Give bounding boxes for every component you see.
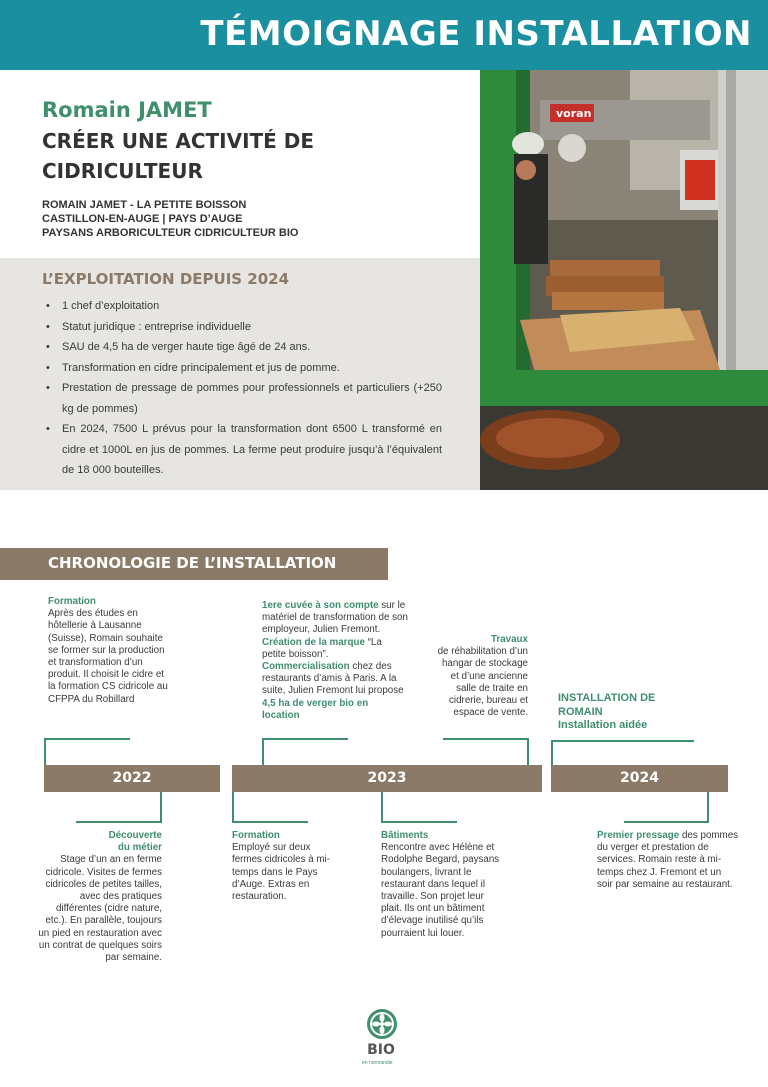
timeline-installation-2024 bbox=[558, 692, 718, 733]
timeline-heading: 1ere cuvée à son compte bbox=[262, 600, 379, 611]
connector-line bbox=[551, 740, 694, 742]
year-bar-2023: 2023 bbox=[232, 765, 542, 792]
intro-block bbox=[42, 98, 462, 240]
timeline-text: sur le matériel de transformation de son employeur, Julien Fremont. bbox=[262, 600, 408, 636]
headline bbox=[42, 126, 462, 186]
header-banner bbox=[0, 0, 768, 70]
exploitation-title: L’EXPLOITATION DEPUIS 2024 bbox=[42, 270, 290, 288]
connector-line bbox=[443, 738, 529, 740]
timeline-formation-2023 bbox=[232, 830, 334, 903]
timeline-heading: ROMAIN bbox=[558, 705, 603, 718]
timeline-heading: Premier pressage bbox=[597, 830, 680, 841]
timeline-heading: du métier bbox=[117, 842, 162, 854]
connector-line bbox=[232, 821, 308, 823]
connector-line bbox=[262, 738, 264, 765]
chronologie-header bbox=[0, 548, 388, 580]
list-item: • Prestation de pressage de pommes pour professionnels et particuliers (+250 kg de pommes) bbox=[46, 378, 442, 419]
year-bar-2024: 2024 bbox=[551, 765, 728, 792]
connector-line bbox=[232, 792, 234, 822]
list-item: • Statut juridique : entreprise individuelle bbox=[46, 317, 442, 338]
timeline-text: Rencontre avec Hélène et Rodolphe Begard, paysans boulangers, livrant le restaurant dans lequel il travaille. Son projet leur plait. Ils ont un bâtiment d’élevage inutilisé qu’ils pourraient lui louer. bbox=[381, 842, 500, 939]
connector-line bbox=[624, 821, 709, 823]
connector-line bbox=[262, 738, 348, 740]
timeline-text: Après des études en hôtellerie à Lausanne (Suisse), Romain souhaite se former sur la production et transformation d’un produit. Il choisit le cidre et la formation CS cidricole au CFPPA du Robillard bbox=[48, 608, 168, 705]
page-title: TÉMOIGNAGE INSTALLATION bbox=[200, 14, 752, 54]
exploitation-list bbox=[46, 296, 442, 481]
timeline-heading: Formation bbox=[48, 596, 96, 607]
timeline-batiments-2023 bbox=[381, 830, 503, 940]
timeline-heading: Travaux bbox=[490, 634, 528, 645]
flower-icon bbox=[352, 1004, 416, 1044]
timeline-heading: 4,5 ha de verger bio en location bbox=[262, 697, 369, 721]
timeline-pressage-2024 bbox=[597, 830, 739, 891]
list-item: • SAU de 4,5 ha de verger haute tige âgé de 24 ans. bbox=[46, 337, 442, 358]
timeline-decouverte-2022 bbox=[38, 830, 162, 964]
headline-line-2: CIDRICULTEUR bbox=[42, 159, 203, 183]
timeline-cuvee-2023 bbox=[262, 600, 408, 722]
timeline-text: des pommes du verger et prestation de services. Romain reste à mi-temps chez J. Fremont et un soir par semaine au restaurant. bbox=[597, 830, 739, 890]
connector-line bbox=[76, 821, 162, 823]
timeline-text: chez des restaurants d’amis à Paris. A la suite, Julien Fremont lui propose bbox=[262, 661, 404, 697]
connector-line bbox=[551, 740, 553, 765]
connector-line bbox=[44, 738, 46, 765]
timeline-formation-2022 bbox=[48, 596, 172, 706]
cider-press-photo bbox=[480, 70, 768, 490]
timeline-text: Employé sur deux fermes cidricoles à mi-temps dans le Pays d’Auge. Extras en restauration. bbox=[232, 842, 330, 903]
connector-line bbox=[44, 738, 130, 740]
exploitation-panel bbox=[0, 258, 480, 490]
connector-line bbox=[160, 792, 162, 822]
meta-line-3: PAYSANS ARBORICULTEUR CIDRICULTEUR BIO bbox=[42, 227, 299, 239]
timeline-heading: Création de la marque bbox=[262, 636, 365, 648]
list-item: • Transformation en cidre principalement et jus de pomme. bbox=[46, 358, 442, 379]
farm-meta bbox=[42, 198, 462, 240]
connector-line bbox=[707, 792, 709, 822]
timeline-heading: Bâtiments bbox=[381, 830, 429, 841]
connector-line bbox=[381, 821, 457, 823]
meta-line-1: ROMAIN JAMET - LA PETITE BOISSON bbox=[42, 199, 247, 211]
year-bar-2022: 2022 bbox=[44, 765, 220, 792]
logo-subtitle: en normandie bbox=[362, 1060, 393, 1066]
connector-line bbox=[381, 792, 383, 822]
press-brand-label: voran bbox=[556, 107, 592, 120]
list-item: • 1 chef d’exploitation bbox=[46, 296, 442, 317]
timeline-heading: Installation aidée bbox=[558, 719, 648, 731]
press-illustration bbox=[480, 70, 768, 490]
timeline-text: “La petite boisson”. bbox=[262, 636, 382, 660]
logo-name: BIO bbox=[367, 1042, 395, 1058]
timeline-text: de réhabilitation d’un hangar de stockage et d’une ancienne salle de traite en cidrerie, bureau et espace de vente. bbox=[437, 646, 528, 719]
timeline-heading: Formation bbox=[232, 830, 280, 841]
timeline-text: Stage d’un an en ferme cidricole. Visites de fermes cidricoles de petites tailles, avec des pratiques différentes (cidre nature, etc.). En parallèle, toujours un pied en restauration avec un contrat de quelques soirs par semaine. bbox=[38, 854, 162, 964]
list-item: • En 2024, 7500 L prévus pour la transformation dont 6500 L transformé en cidre et 1000L en jus de pommes. La ferme peut produire jusqu’à l’équivalent de 18 000 bouteilles. bbox=[46, 419, 442, 481]
chronologie-title: CHRONOLOGIE DE L’INSTALLATION bbox=[48, 554, 337, 572]
connector-line bbox=[527, 738, 529, 765]
timeline-heading: Commercialisation bbox=[262, 661, 350, 673]
meta-line-2: CASTILLON-EN-AUGE | PAYS D’AUGE bbox=[42, 213, 243, 225]
timeline-heading: INSTALLATION DE bbox=[558, 692, 656, 704]
timeline-travaux-2023 bbox=[432, 634, 528, 719]
headline-line-1: CRÉER UNE ACTIVITÉ DE bbox=[42, 129, 315, 153]
farmer-name: Romain JAMET bbox=[42, 98, 212, 122]
timeline-heading: Découverte bbox=[108, 830, 162, 841]
